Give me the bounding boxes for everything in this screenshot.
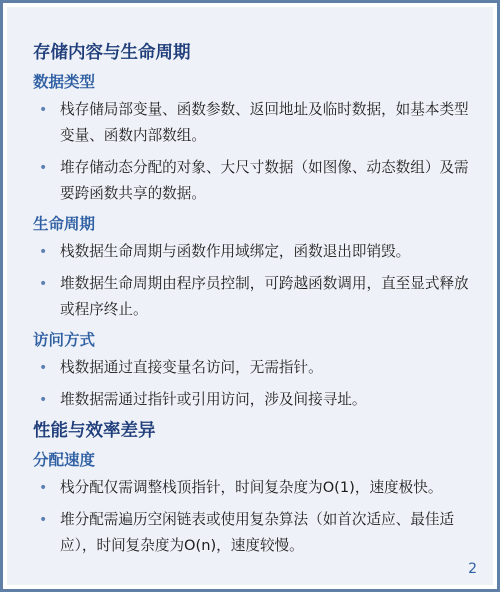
bullet-text: 堆存储动态分配的对象、大尺寸数据（如图像、动态数组）及需要跨函数共享的数据。 xyxy=(60,159,469,202)
bullet-text: 栈数据通过直接变量名访问，无需指针。 xyxy=(60,359,323,376)
subsection-title-lifecycle: 生命周期 xyxy=(33,215,96,233)
page-number: 2 xyxy=(468,561,477,577)
list-item xyxy=(33,271,475,323)
subsection-title-access-method: 访问方式 xyxy=(33,331,96,349)
bullet-dot-icon: • xyxy=(39,360,48,376)
bullet-dot-icon: • xyxy=(39,480,48,496)
bullet-text: 堆分配需遍历空闲链表或使用复杂算法（如首次适应、最佳适应），时间复杂度为O(n)，速度较慢。 xyxy=(60,511,455,554)
subsection-title-data-types: 数据类型 xyxy=(33,73,96,91)
list-item xyxy=(33,239,475,265)
bullet-text: 栈存储局部变量、函数参数、返回地址及临时数据，如基本类型变量、函数内部数组。 xyxy=(60,101,469,144)
subsection-title-allocation-speed: 分配速度 xyxy=(33,451,96,469)
bullet-text: 栈分配仅需调整栈顶指针，时间复杂度为O(1)，速度极快。 xyxy=(60,479,443,496)
bullet-text: 栈数据生命周期与函数作用域绑定，函数退出即销毁。 xyxy=(60,243,411,260)
slide-body xyxy=(7,7,493,585)
bullet-list-allocation-speed xyxy=(33,475,475,559)
section-title-performance: 性能与效率差异 xyxy=(33,421,156,441)
list-item xyxy=(33,355,475,381)
bullet-text: 堆数据需通过指针或引用访问，涉及间接寻址。 xyxy=(60,391,367,408)
bullet-dot-icon: • xyxy=(39,160,48,176)
section-title-storage-lifecycle: 存储内容与生命周期 xyxy=(33,43,191,63)
list-item xyxy=(33,475,475,501)
bullet-dot-icon: • xyxy=(39,392,48,408)
list-item xyxy=(33,507,475,559)
bullet-dot-icon: • xyxy=(39,512,48,528)
bullet-text: 堆数据生命周期由程序员控制，可跨越函数调用，直至显式释放或程序终止。 xyxy=(60,275,469,318)
bullet-dot-icon: • xyxy=(39,244,48,260)
list-item xyxy=(33,97,475,149)
bullet-list-access-method xyxy=(33,355,475,413)
slide-content xyxy=(33,41,475,565)
bullet-list-lifecycle xyxy=(33,239,475,323)
bullet-dot-icon: • xyxy=(39,276,48,292)
list-item xyxy=(33,155,475,207)
bullet-list-data-types xyxy=(33,97,475,207)
list-item xyxy=(33,387,475,413)
bullet-dot-icon: • xyxy=(39,102,48,118)
